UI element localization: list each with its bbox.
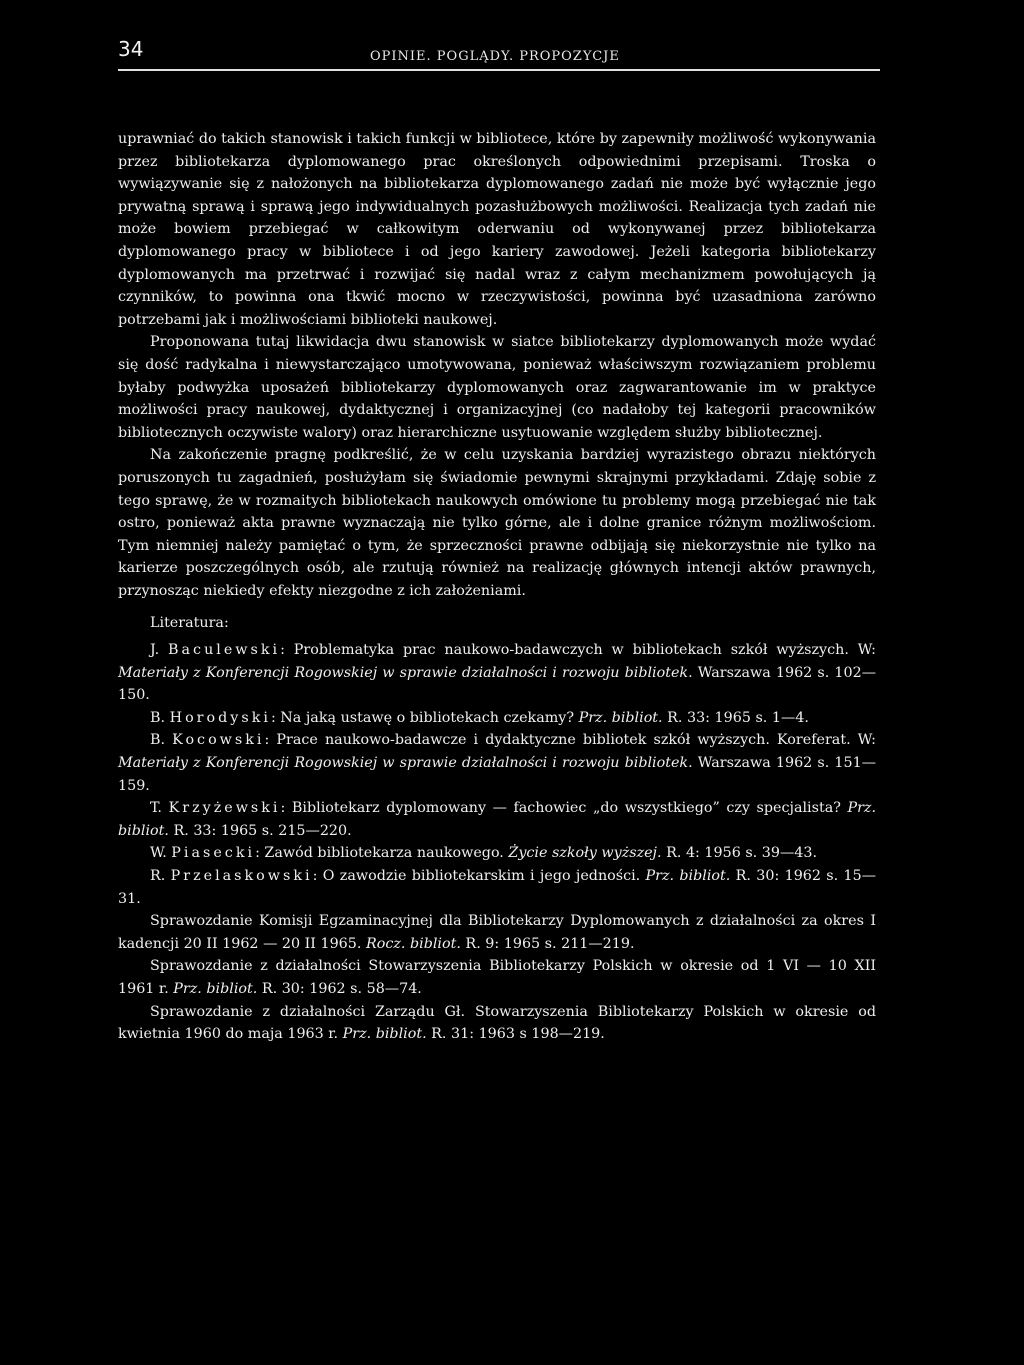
ref-text: : Na jaką ustawę o bibliotekach czekamy?	[270, 709, 579, 726]
reference-item	[118, 729, 876, 797]
ref-initial: T.	[150, 800, 169, 817]
page-header	[118, 36, 876, 66]
ref-text: Sprawozdanie Komisji Egzaminacyjnej dla Bibliotekarzy Dyplomowanych z działalności za okres I kadencji 20 II 1962 — 20 II 1965.	[118, 913, 876, 952]
ref-details: R. 30: 1962 s. 15—31.	[118, 868, 877, 907]
reference-item	[118, 865, 876, 910]
page-number: 34	[118, 37, 144, 61]
ref-text: : Prace naukowo-badawcze i dydaktyczne bibliotek szkół wyższych. Koreferat. W:	[264, 732, 876, 749]
ref-text: : Problematyka prac naukowo-badawczych w bibliotekach szkół wyższych. W:	[280, 642, 877, 659]
ref-author: Horodyski	[169, 709, 271, 726]
paragraph: Na zakończenie pragnę podkreślić, że w celu uzyskania bardziej wyrazistego obrazu niektórych poruszonych tu zagadnień, posłużyłam się świadomie pewnymi skrajnymi przykładami. Zdaję sobie z tego sprawę, że w rozmaitych bibliotekach naukowych omówione tu problemy mogą przebiegać nie tak ostro, ponieważ akta prawne wyznaczają nie tylko górne, ale i dolne granice różnym możliwościom. Tym niemniej należy pamiętać o tym, że sprzeczności prawne odbijają się niekorzystnie nie tylko na karierze poszczególnych osób, ale rzutują również na realizację głównych intencji aktów prawnych, przynosząc niekiedy efekty niezgodne z ich założeniami.	[118, 447, 876, 599]
running-head: OPINIE. POGLĄDY. PROPOZYCJE	[370, 49, 620, 64]
ref-details: R. 4: 1956 s. 39—43.	[661, 845, 817, 862]
ref-author: Baculewski	[168, 642, 281, 659]
ref-author: Piasecki	[171, 845, 256, 862]
ref-text: Sprawozdanie z działalności Zarządu Gł. Stowarzyszenia Bibliotekarzy Polskich w okresie od kwietnia 1960 do maja 1963 r.	[118, 1003, 876, 1043]
reference-item	[118, 707, 876, 730]
reference-item	[118, 639, 876, 707]
ref-title: Prz. bibliot.	[173, 980, 258, 997]
ref-title: Prz. bibliot.	[578, 709, 663, 726]
ref-title: Prz. bibliot.	[118, 800, 876, 839]
header-rule	[118, 69, 880, 71]
ref-details: Warszawa 1962 s. 151—159.	[118, 755, 876, 794]
ref-details: R. 9: 1965 s. 211—219.	[460, 935, 635, 952]
reference-list	[118, 639, 876, 1046]
ref-initial: R.	[150, 868, 171, 884]
ref-details: R. 33: 1965 s. 215—220.	[168, 822, 352, 839]
reference-item	[118, 797, 876, 842]
ref-title: Prz. bibliot.	[645, 868, 731, 884]
page-content	[118, 36, 876, 1046]
ref-initial: W.	[150, 845, 172, 862]
ref-title: Rocz. bibliot.	[365, 935, 461, 952]
body-text	[118, 128, 876, 1046]
ref-author: Kocowski	[172, 732, 265, 749]
ref-title: Życie szkoły wyższej.	[508, 845, 662, 862]
ref-details: Warszawa 1962 s. 102—150.	[118, 664, 876, 704]
ref-title: Materiały z Konferencji Rogowskiej w sprawie działalności i rozwoju bibliotek.	[118, 664, 693, 681]
ref-author: Przelaskowski	[170, 868, 313, 884]
reference-item	[118, 1001, 876, 1046]
reference-item	[118, 842, 876, 865]
reference-item	[118, 955, 876, 1000]
ref-text: : Bibliotekarz dyplomowany — fachowiec „do wszystkiego” czy specjalista?	[280, 800, 848, 817]
ref-details: R. 30: 1962 s. 58—74.	[257, 980, 422, 997]
paragraph: Proponowana tutaj likwidacja dwu stanowisk w siatce bibliotekarzy dyplomowanych może wydać się dość radykalna i niewystarczająco umotywowana, ponieważ właściwszym rozwiązaniem problemu byłaby podwyżka uposażeń bibliotekarzy dyplomowanych oraz zagwarantowanie im w praktyce możliwości pracy naukowej, dydaktycznej i organizacyjnej (co nadałoby tej kategorii pracowników bibliotecznych oczywiste walory) oraz hierarchiczne usytuowanie względem służby bibliotecznej.	[118, 334, 876, 441]
literature-heading: Literatura:	[150, 615, 229, 632]
ref-details: R. 33: 1965 s. 1—4.	[662, 709, 809, 726]
ref-details: R. 31: 1963 s 198—219.	[426, 1026, 605, 1043]
ref-initial: J.	[150, 642, 169, 659]
ref-text: Sprawozdanie z działalności Stowarzyszenia Bibliotekarzy Polskich w okresie od 1 VI — 10 XII 1961 r.	[118, 958, 876, 997]
ref-text: : Zawód bibliotekarza naukowego.	[255, 845, 509, 862]
ref-initial: B.	[150, 732, 173, 749]
ref-author: Krzyżewski	[168, 800, 281, 817]
ref-text: : O zawodzie bibliotekarskim i jego jedności.	[312, 868, 646, 884]
reference-item	[118, 910, 876, 955]
paragraph: uprawniać do takich stanowisk i takich funkcji w bibliotece, które by zapewniły możliwość wykonywania przez bibliotekarza dyplomowanego prac określonych odpowiednimi przepisami. Troska o wywiązywanie się z nałożonych na bibliotekarza dyplomowanego zadań nie może być wyłącznie jego prywatną sprawą i sprawą jego indywidualnych pozasłużbowych możliwości. Realizacja tych zadań nie może bowiem przebiegać w całkowitym oderwaniu od wykonywanej przez bibliotekarza dyplomowanego pracy w bibliotece i od jego kariery zawodowej. Jeżeli kategoria bibliotekarzy dyplomowanych ma przetrwać i rozwijać się nadal wraz z całym mechanizmem powołujących ją czynników, to powinna ona tkwić mocno w rzeczywistości, powinna być uzasadniona zarówno potrzebami jak i możliwościami biblioteki naukowej.	[118, 131, 876, 328]
ref-title: Materiały z Konferencji Rogowskiej w sprawie działalności i rozwoju bibliotek.	[118, 755, 693, 772]
ref-title: Prz. bibliot.	[342, 1026, 427, 1043]
ref-initial: B.	[150, 709, 170, 726]
